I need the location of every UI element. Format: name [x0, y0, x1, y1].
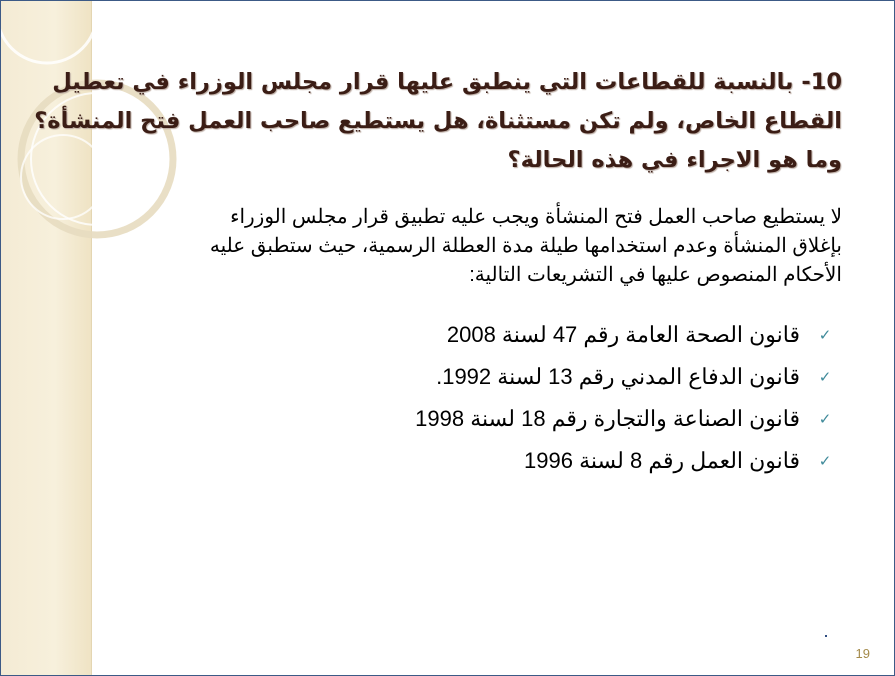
- slide-title: [34, 63, 842, 180]
- page-number: 19: [855, 646, 870, 661]
- check-icon: ✓: [818, 411, 832, 428]
- check-icon: ✓: [818, 327, 832, 344]
- check-icon: ✓: [818, 369, 832, 386]
- title-line: وما هو الاجراء في هذه الحالة؟: [507, 147, 842, 173]
- list-item: [276, 356, 836, 398]
- list-item: [276, 314, 836, 356]
- law-text: قانون الصناعة والتجارة رقم 18 لسنة 1998: [415, 406, 800, 431]
- title-line: القطاع الخاص، ولم تكن مستثناة، هل يستطيع صاحب العمل فتح المنشأة؟: [34, 108, 842, 134]
- laws-list: [276, 314, 836, 482]
- answer-line: بإغلاق المنشأة وعدم استخدامها طيلة مدة العطلة الرسمية، حيث ستطبق عليه: [209, 235, 842, 257]
- law-text: قانون العمل رقم 8 لسنة 1996: [524, 448, 800, 473]
- law-text: قانون الصحة العامة رقم 47 لسنة 2008: [446, 322, 800, 347]
- decorative-dot: [825, 635, 827, 637]
- law-text: قانون الدفاع المدني رقم 13 لسنة 1992.: [436, 364, 800, 389]
- list-item: [276, 440, 836, 482]
- answer-line: لا يستطيع صاحب العمل فتح المنشأة ويجب عليه تطبيق قرار مجلس الوزراء: [230, 206, 842, 228]
- answer-paragraph: [121, 203, 842, 290]
- list-item: [276, 398, 836, 440]
- title-line: 10- بالنسبة للقطاعات التي ينطبق عليها قرار مجلس الوزراء في تعطيل: [52, 69, 842, 95]
- check-icon: ✓: [818, 453, 832, 470]
- answer-line: الأحكام المنصوص عليها في التشريعات التالية:: [469, 264, 842, 286]
